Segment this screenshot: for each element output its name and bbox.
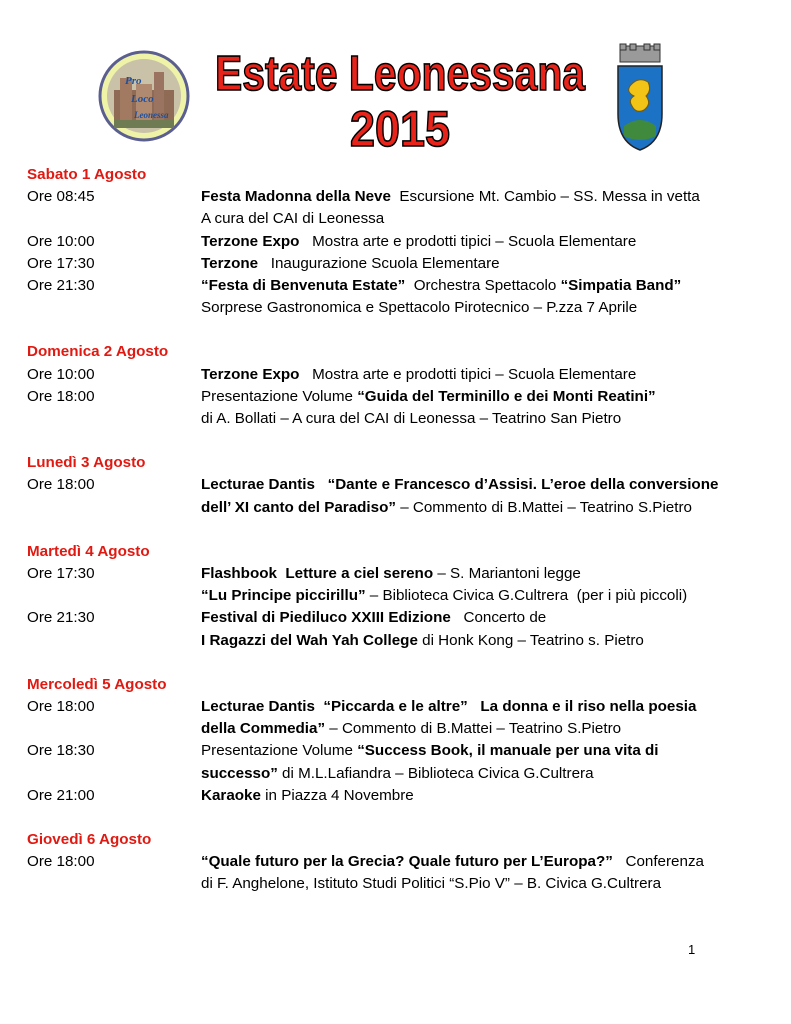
event-text: di M.L.Lafiandra – Biblioteca Civica G.Cultrera xyxy=(277,764,594,782)
event-description xyxy=(201,275,757,297)
event-text: Mostra arte e prodotti tipici – Scuola Elementare xyxy=(299,365,637,383)
event-description xyxy=(201,763,757,785)
event-row xyxy=(27,696,757,718)
event-description xyxy=(201,607,757,629)
event-description xyxy=(201,253,757,275)
event-row xyxy=(27,208,757,230)
event-text: Concerto de xyxy=(450,609,547,627)
event-highlight: “Success Book, il manuale per una vita di xyxy=(357,742,659,760)
event-highlight: “Lu Principe piccirillu” xyxy=(201,587,366,605)
title-line-1: Estate Leonessana xyxy=(215,47,586,101)
event-description xyxy=(201,497,757,519)
day-section xyxy=(27,452,757,519)
day-section xyxy=(27,829,757,896)
event-description xyxy=(201,386,757,408)
event-time xyxy=(27,297,201,319)
event-highlight: I Ragazzi del Wah Yah College xyxy=(201,631,418,649)
event-time xyxy=(27,718,201,740)
event-description xyxy=(201,585,757,607)
day-title: Mercoledì 5 Agosto xyxy=(27,675,167,693)
event-row xyxy=(27,630,757,652)
day-title: Martedì 4 Agosto xyxy=(27,542,150,560)
event-description xyxy=(201,630,757,652)
event-highlight: “Quale futuro per la Grecia? Quale futuro per L’Europa?” xyxy=(201,853,613,871)
event-text: Mostra arte e prodotti tipici – Scuola Elementare xyxy=(299,232,637,250)
event-highlight: Festival di Piediluco XXIII Edizione xyxy=(201,609,451,627)
event-description xyxy=(201,851,757,873)
coat-of-arms xyxy=(608,44,672,152)
event-text: Inaugurazione Scuola Elementare xyxy=(258,254,500,272)
day-section xyxy=(27,164,757,319)
event-row xyxy=(27,386,757,408)
event-row xyxy=(27,740,757,762)
event-row xyxy=(27,297,757,319)
event-description xyxy=(201,186,757,208)
day-title: Lunedì 3 Agosto xyxy=(27,454,146,472)
event-highlight: Terzone Expo xyxy=(201,365,300,383)
event-time: Ore 18:00 xyxy=(27,698,95,716)
event-highlight: della Commedia” xyxy=(201,720,326,738)
event-row xyxy=(27,763,757,785)
event-row xyxy=(27,253,757,275)
event-time: Ore 10:00 xyxy=(27,232,95,250)
event-highlight: Lecturae Dantis “Piccarda e le altre” La donna e il riso nella poesia xyxy=(201,698,697,716)
event-row xyxy=(27,186,757,208)
event-description xyxy=(201,474,757,496)
event-description xyxy=(201,408,757,430)
event-row xyxy=(27,785,757,807)
event-text: – S. Mariantoni legge xyxy=(433,565,581,583)
event-text: di Honk Kong – Teatrino s. Pietro xyxy=(417,631,644,649)
event-time: Ore 21:30 xyxy=(27,609,95,627)
event-time: Ore 10:00 xyxy=(27,365,95,383)
event-time: Ore 18:30 xyxy=(27,742,95,760)
event-text: di A. Bollati – A cura del CAI di Leonessa – Teatrino San Pietro xyxy=(201,410,622,428)
event-highlight: Terzone Expo xyxy=(201,232,300,250)
event-row xyxy=(27,364,757,386)
event-time: Ore 18:00 xyxy=(27,476,95,494)
event-row xyxy=(27,563,757,585)
page-title xyxy=(200,46,600,157)
event-text: in Piazza 4 Novembre xyxy=(260,786,414,804)
event-highlight: Flashbook Letture a ciel sereno xyxy=(201,565,434,583)
event-highlight: “Simpatia Band” xyxy=(560,277,682,295)
event-row xyxy=(27,873,757,895)
event-time xyxy=(27,763,201,785)
event-text: – Commento di B.Mattei – Teatrino S.Pietro xyxy=(395,498,692,516)
event-highlight: Festa Madonna della Neve xyxy=(201,188,391,206)
event-text: Presentazione Volume xyxy=(201,742,358,760)
event-time xyxy=(27,873,201,895)
page-header xyxy=(0,0,791,160)
event-row xyxy=(27,718,757,740)
event-time xyxy=(27,630,201,652)
event-description xyxy=(201,785,757,807)
event-description xyxy=(201,696,757,718)
event-time: Ore 18:00 xyxy=(27,387,95,405)
event-text: – Commento di B.Mattei – Teatrino S.Pietro xyxy=(325,720,622,738)
event-row xyxy=(27,408,757,430)
event-time xyxy=(27,408,201,430)
event-highlight: dell’ XI canto del Paradiso” xyxy=(201,498,396,516)
event-row xyxy=(27,275,757,297)
day-title: Giovedì 6 Agosto xyxy=(27,831,152,849)
event-highlight: Karaoke xyxy=(201,786,261,804)
event-time: Ore 21:30 xyxy=(27,277,95,295)
event-description xyxy=(201,873,757,895)
event-text: Orchestra Spettacolo xyxy=(405,277,561,295)
logo-text-leonessa: Leonessa xyxy=(134,110,169,120)
event-text: di F. Anghelone, Istituto Studi Politici “S.Pio V” – B. Civica G.Cultrera xyxy=(201,875,662,893)
event-text: – Biblioteca Civica G.Cultrera (per i più piccoli) xyxy=(365,587,688,605)
pro-loco-logo xyxy=(98,50,190,142)
event-highlight: “Guida del Terminillo e dei Monti Reatini” xyxy=(357,387,656,405)
event-highlight: successo” xyxy=(201,764,278,782)
page-number: 1 xyxy=(688,942,696,957)
event-highlight: “Festa di Benvenuta Estate” xyxy=(201,277,406,295)
event-time: Ore 08:45 xyxy=(27,188,95,206)
event-time xyxy=(27,208,201,230)
event-description xyxy=(201,364,757,386)
event-highlight: Lecturae Dantis “Dante e Francesco d’Assisi. L’eroe della conversione xyxy=(201,476,719,494)
event-text: Presentazione Volume xyxy=(201,387,358,405)
event-text: Conferenza xyxy=(612,853,704,871)
event-row xyxy=(27,231,757,253)
logo-text-loco: Loco xyxy=(131,93,154,105)
day-title: Sabato 1 Agosto xyxy=(27,166,147,183)
event-text: Escursione Mt. Cambio – SS. Messa in vetta xyxy=(390,188,700,206)
event-description xyxy=(201,231,757,253)
event-time: Ore 17:30 xyxy=(27,254,95,272)
event-time xyxy=(27,585,201,607)
day-section xyxy=(27,541,757,652)
event-description xyxy=(201,718,757,740)
day-title: Domenica 2 Agosto xyxy=(27,343,169,361)
event-text: Sorprese Gastronomica e Spettacolo Pirotecnico – P.zza 7 Aprile xyxy=(201,299,638,317)
day-section xyxy=(27,674,757,807)
event-time: Ore 21:00 xyxy=(27,786,95,804)
event-description xyxy=(201,740,757,762)
event-time: Ore 17:30 xyxy=(27,565,95,583)
title-line-2: 2015 xyxy=(350,101,450,157)
event-description xyxy=(201,208,757,230)
day-section xyxy=(27,341,757,430)
event-row xyxy=(27,585,757,607)
event-row xyxy=(27,474,757,496)
event-row xyxy=(27,851,757,873)
logo-text-pro: Pro xyxy=(125,75,142,87)
event-text: A cura del CAI di Leonessa xyxy=(201,210,385,228)
event-highlight: Terzone xyxy=(201,254,259,272)
event-time xyxy=(27,497,201,519)
event-time: Ore 18:00 xyxy=(27,853,95,871)
event-description xyxy=(201,563,757,585)
event-row xyxy=(27,497,757,519)
event-schedule xyxy=(27,164,757,896)
event-row xyxy=(27,607,757,629)
event-description xyxy=(201,297,757,319)
